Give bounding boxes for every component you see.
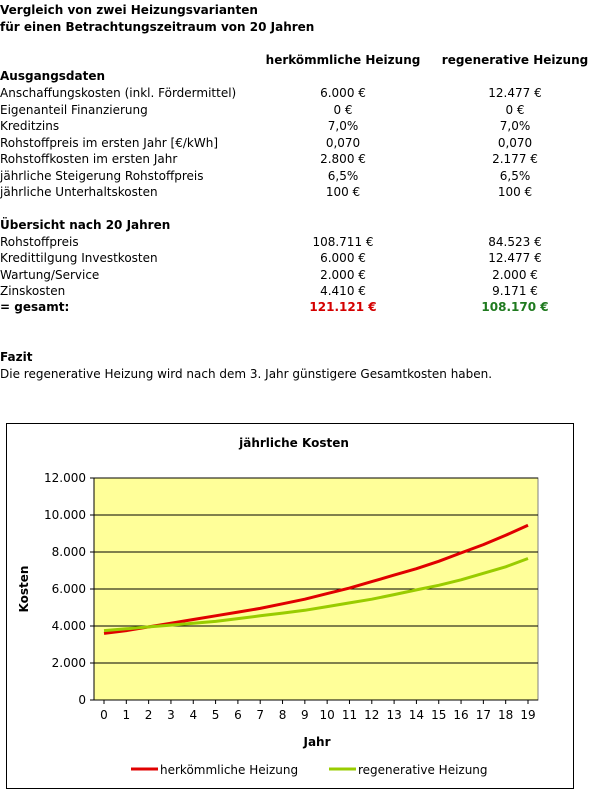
input-row-regenerative: 2.177 € — [492, 152, 538, 166]
input-row-label: jährliche Unterhaltskosten — [0, 185, 158, 199]
summary-row-regenerative: 84.523 € — [488, 235, 542, 249]
summary-row-conventional: 6.000 € — [320, 251, 366, 265]
x-tick-label: 3 — [167, 708, 175, 722]
summary-row-conventional: 2.000 € — [320, 268, 366, 282]
summary-row-regenerative: 2.000 € — [492, 268, 538, 282]
input-row-conventional: 100 € — [325, 185, 361, 199]
y-tick-label: 8.000 — [51, 545, 86, 559]
input-row-conventional: 7,0% — [327, 119, 359, 133]
x-tick-label: 5 — [211, 708, 220, 722]
y-tick-label: 10.000 — [44, 508, 86, 522]
total-label: = gesamt: — [0, 300, 70, 314]
annual-costs-chart — [6, 423, 574, 789]
summary-row-label: Kredittilgung Investkosten — [0, 251, 158, 265]
input-row-label: Kreditzins — [0, 119, 60, 133]
x-tick-label: 11 — [341, 708, 358, 722]
input-row-label: Rohstoffkosten im ersten Jahr — [0, 152, 178, 166]
x-tick-label: 9 — [301, 708, 309, 722]
conclusion-text: Die regenerative Heizung wird nach dem 3. Jahr günstigere Gesamtkosten haben. — [0, 367, 493, 381]
x-tick-label: 12 — [364, 708, 380, 722]
x-tick-label: 1 — [122, 708, 131, 722]
x-tick-label: 0 — [100, 708, 108, 722]
column-header-regenerative: regenerative Heizung — [441, 53, 589, 67]
y-tick-label: 12.000 — [44, 471, 86, 485]
input-row-regenerative: 7,0% — [499, 119, 531, 133]
doc-title-line1: Vergleich von zwei Heizungsvarianten — [0, 3, 258, 17]
input-row-regenerative: 0 € — [505, 103, 525, 117]
input-row-conventional: 0,070 — [325, 136, 361, 150]
summary-row-label: Wartung/Service — [0, 268, 100, 282]
x-tick-label: 19 — [520, 708, 536, 722]
x-tick-label: 15 — [431, 708, 447, 722]
input-row-regenerative: 0,070 — [497, 136, 533, 150]
doc-title-line2: für einen Betrachtungszeitraum von 20 Jahren — [0, 20, 315, 34]
y-tick-label: 6.000 — [51, 582, 86, 596]
y-axis-label: Kosten — [17, 565, 31, 613]
x-tick-label: 10 — [319, 708, 335, 722]
x-tick-label: 17 — [475, 708, 492, 722]
legend-label-conventional: herkömmliche Heizung — [160, 763, 299, 777]
summary-row-label: Zinskosten — [0, 284, 66, 298]
conclusion-heading: Fazit — [0, 350, 33, 364]
y-tick-label: 0 — [78, 693, 86, 707]
input-row-conventional: 0 € — [333, 103, 353, 117]
input-row-label: jährliche Steigerung Rohstoffpreis — [0, 169, 204, 183]
summary-row-regenerative: 9.171 € — [492, 284, 538, 298]
input-row-label: Anschaffungskosten (inkl. Fördermittel) — [0, 86, 237, 100]
input-row-regenerative: 100 € — [497, 185, 533, 199]
input-row-label: Rohstoffpreis im ersten Jahr [€/kWh] — [0, 136, 219, 150]
y-tick-label: 2.000 — [51, 656, 86, 670]
x-tick-label: 13 — [386, 708, 402, 722]
summary-row-label: Rohstoffpreis — [0, 235, 79, 249]
x-tick-label: 7 — [256, 708, 265, 722]
y-tick-label: 4.000 — [51, 619, 86, 633]
x-tick-label: 14 — [408, 708, 425, 722]
x-axis-label: Jahr — [303, 735, 331, 749]
x-tick-label: 4 — [189, 708, 198, 722]
input-row-conventional: 6.000 € — [320, 86, 366, 100]
x-tick-label: 8 — [278, 708, 287, 722]
total-regenerative: 108.170 € — [481, 300, 549, 314]
input-row-regenerative: 12.477 € — [488, 86, 542, 100]
input-row-conventional: 6,5% — [327, 169, 359, 183]
input-row-regenerative: 6,5% — [499, 169, 531, 183]
section-heading-summary: Übersicht nach 20 Jahren — [0, 218, 171, 232]
summary-row-conventional: 4.410 € — [320, 284, 366, 298]
chart-title: jährliche Kosten — [239, 436, 349, 450]
total-conventional: 121.121 € — [309, 300, 377, 314]
x-tick-label: 18 — [498, 708, 514, 722]
section-heading-input: Ausgangsdaten — [0, 69, 106, 83]
x-tick-label: 16 — [453, 708, 469, 722]
column-header-conventional: herkömmliche Heizung — [265, 53, 421, 67]
input-row-conventional: 2.800 € — [320, 152, 366, 166]
summary-row-conventional: 108.711 € — [312, 235, 374, 249]
x-tick-label: 2 — [144, 708, 153, 722]
summary-row-regenerative: 12.477 € — [488, 251, 542, 265]
x-tick-label: 6 — [234, 708, 242, 722]
legend-label-regenerative: regenerative Heizung — [358, 763, 488, 777]
input-row-label: Eigenanteil Finanzierung — [0, 103, 148, 117]
